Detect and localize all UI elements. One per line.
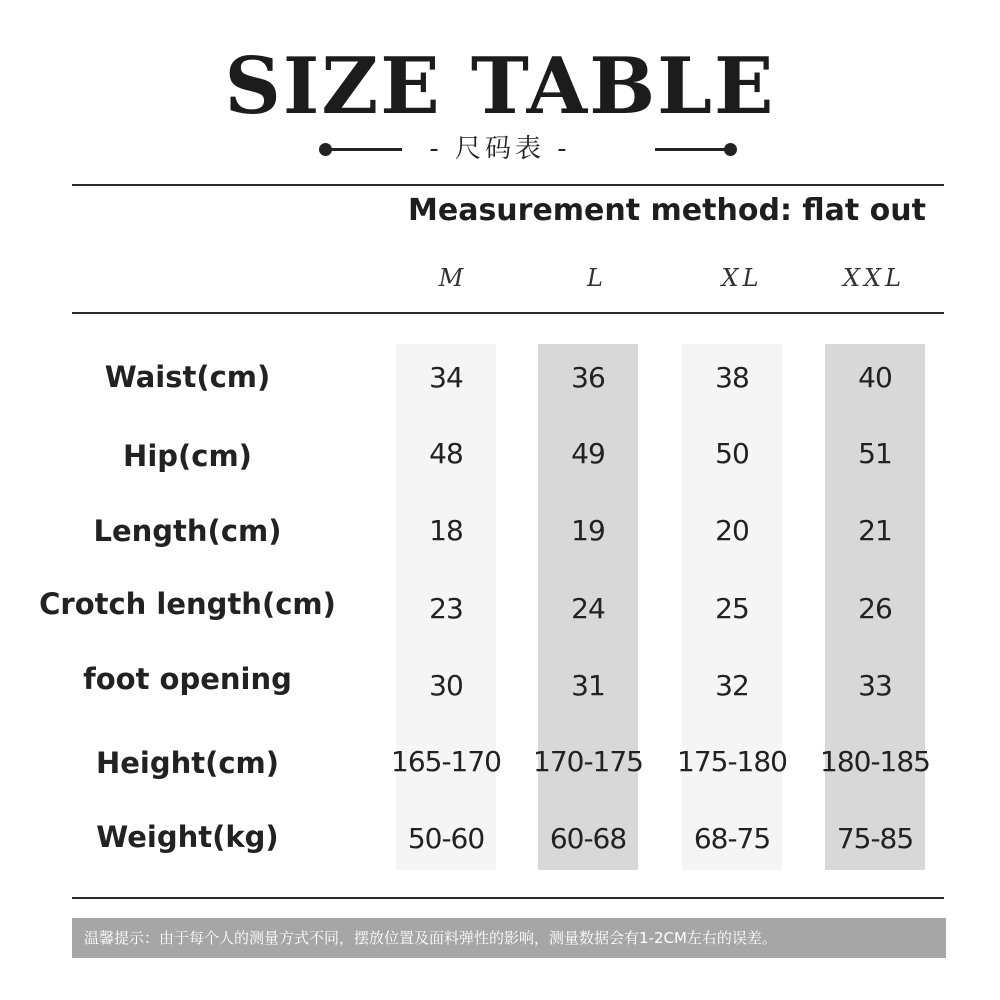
row-label-height: Height(cm) <box>95 746 280 780</box>
table-cell: 60-68 <box>549 822 627 855</box>
row-label-crotch-length: Crotch length(cm) <box>39 587 336 621</box>
table-cell: 38 <box>715 361 749 394</box>
size-header-xxl: XXL <box>842 264 906 292</box>
right-line-ornament <box>655 148 727 151</box>
table-cell: 175-180 <box>677 745 787 778</box>
table-cell: 21 <box>858 514 892 547</box>
table-cell: 50 <box>715 437 749 470</box>
table-cell: 68-75 <box>693 822 771 855</box>
table-cell: 51 <box>858 437 892 470</box>
table-cell: 18 <box>429 514 463 547</box>
table-cell: 30 <box>429 669 463 702</box>
bottom-divider <box>72 897 944 899</box>
table-cell: 48 <box>429 437 463 470</box>
table-cell: 36 <box>571 361 605 394</box>
row-label-weight: Weight(kg) <box>96 820 279 854</box>
table-cell: 31 <box>571 669 605 702</box>
page-subtitle: - 尺码表 - <box>429 134 571 164</box>
table-cell: 49 <box>571 437 605 470</box>
page-title: SIZE TABLE <box>224 41 776 132</box>
row-label-length: Length(cm) <box>93 514 282 548</box>
row-label-hip: Hip(cm) <box>123 439 252 473</box>
table-cell: 50-60 <box>407 822 485 855</box>
top-divider <box>72 184 944 186</box>
row-label-foot-opening: foot opening <box>83 662 292 696</box>
footer-note-box <box>72 918 946 958</box>
size-header-l: L <box>587 264 607 292</box>
table-cell: 75-85 <box>836 822 914 855</box>
right-dot-ornament <box>724 143 737 156</box>
size-header-xl: XL <box>721 264 763 292</box>
table-cell: 25 <box>715 592 749 625</box>
subtitle-row <box>0 132 1000 166</box>
table-cell: 170-175 <box>533 745 643 778</box>
table-cell: 24 <box>571 592 605 625</box>
size-header-m: M <box>438 264 468 292</box>
table-cell: 19 <box>571 514 605 547</box>
table-cell: 180-185 <box>820 745 930 778</box>
row-label-waist: Waist(cm) <box>104 360 271 394</box>
table-cell: 34 <box>429 361 463 394</box>
table-cell: 165-170 <box>391 745 501 778</box>
footer-note: 温馨提示：由于每个人的测量方式不同，摆放位置及面料弹性的影响，测量数据会有1-2CM左右的误差。 <box>84 929 777 947</box>
table-cell: 32 <box>715 669 749 702</box>
table-cell: 26 <box>858 592 892 625</box>
header-divider <box>72 312 944 314</box>
table-cell: 40 <box>858 361 892 394</box>
table-cell: 20 <box>715 514 749 547</box>
table-cell: 23 <box>429 592 463 625</box>
table-cell: 33 <box>858 669 892 702</box>
measurement-method: Measurement method: flat out <box>408 193 926 228</box>
